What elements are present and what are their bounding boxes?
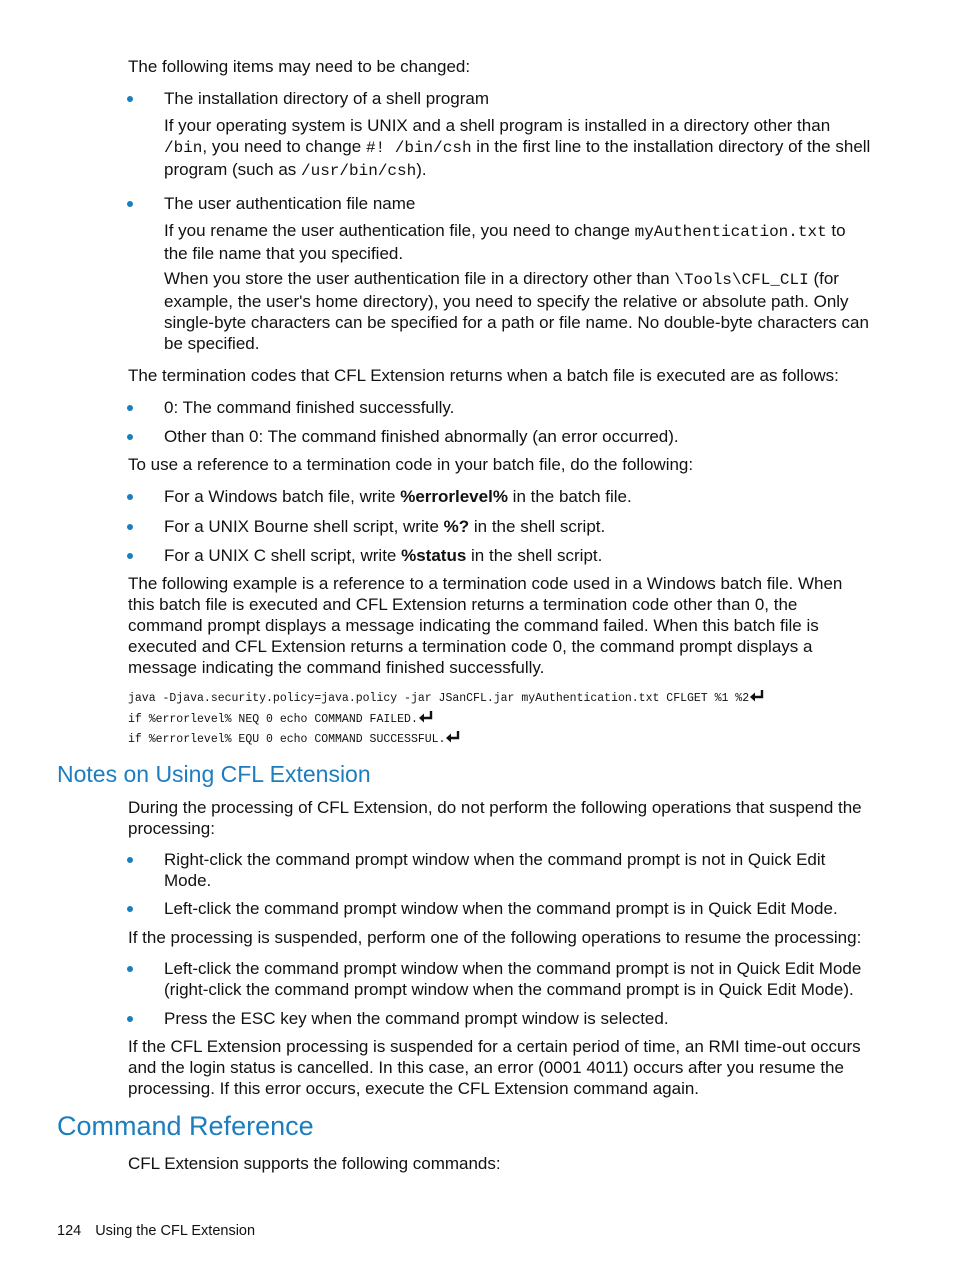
bullet-dot-icon bbox=[127, 494, 133, 500]
reference-paragraph: To use a reference to a termination code in your batch file, do the following: bbox=[128, 455, 694, 474]
bullet-dot-icon bbox=[127, 906, 133, 912]
reference-item-bourne: For a UNIX Bourne shell script, write %? in the shell script. bbox=[164, 517, 606, 536]
code-line: if %errorlevel% NEQ 0 echo COMMAND FAILED. bbox=[128, 711, 433, 727]
bullet-dot-icon bbox=[127, 966, 133, 972]
command-reference-heading: Command Reference bbox=[57, 1111, 314, 1141]
page-number: 124 bbox=[57, 1223, 82, 1239]
termination-code-item: Other than 0: The command finished abnormally (an error occurred). bbox=[164, 427, 679, 446]
resume-paragraph: If the processing is suspended, perform one of the following operations to resume the processing: bbox=[128, 928, 862, 947]
bullet-dot-icon bbox=[127, 524, 133, 530]
bullet-auth-file-title: The user authentication file name bbox=[164, 194, 416, 213]
bullet-dot-icon bbox=[127, 96, 133, 102]
auth-file-location-description: When you store the user authentication file in a directory other than \Tools\CFL_CLI (for example, the user's home directory), you need to specify the relative or absolute path. Only single-byte characters can be specified for a path or file name. No double-byte characters can be specified. bbox=[164, 269, 869, 353]
notes-item: Right-click the command prompt window when the command prompt is not in Quick Edit Mode. bbox=[164, 850, 826, 890]
notes-heading: Notes on Using CFL Extension bbox=[57, 761, 371, 787]
bullet-dot-icon bbox=[127, 553, 133, 559]
reference-item-windows: For a Windows batch file, write %errorlevel% in the batch file. bbox=[164, 487, 632, 506]
page-footer bbox=[57, 1223, 255, 1239]
return-arrow-icon bbox=[750, 690, 764, 702]
shell-directory-description: If your operating system is UNIX and a shell program is installed in a directory other than /bin, you need to change #! /bin/csh in the first line to the installation directory of the shell program (such as /usr/bin/csh). bbox=[164, 116, 871, 180]
return-arrow-icon bbox=[446, 731, 460, 743]
auth-file-rename-description: If you rename the user authentication file, you need to change myAuthentication.txt to the file name that you specified. bbox=[164, 221, 846, 263]
reference-item-cshell: For a UNIX C shell script, write %status in the shell script. bbox=[164, 546, 603, 565]
code-line: java -Djava.security.policy=java.policy -jar JSanCFL.jar myAuthentication.txt CFLGET %1 %2 bbox=[128, 690, 764, 706]
resume-item: Press the ESC key when the command prompt window is selected. bbox=[164, 1009, 669, 1028]
termination-codes-paragraph: The termination codes that CFL Extension returns when a batch file is executed are as follows: bbox=[128, 366, 839, 385]
termination-code-item: 0: The command finished successfully. bbox=[164, 398, 455, 417]
notes-paragraph: During the processing of CFL Extension, do not perform the following operations that suspend the processing: bbox=[128, 798, 862, 838]
bullet-dot-icon bbox=[127, 434, 133, 440]
command-reference-paragraph: CFL Extension supports the following commands: bbox=[128, 1154, 501, 1173]
return-arrow-icon bbox=[419, 711, 433, 723]
code-line: if %errorlevel% EQU 0 echo COMMAND SUCCESSFUL. bbox=[128, 731, 460, 747]
notes-item: Left-click the command prompt window when the command prompt is in Quick Edit Mode. bbox=[164, 899, 838, 918]
footer-section-title: Using the CFL Extension bbox=[95, 1223, 256, 1239]
timeout-paragraph: If the CFL Extension processing is suspended for a certain period of time, an RMI time-out occurs and the login status is cancelled. In this case, an error (0001 4011) occurs after you resume the processing. If this error occurs, execute the CFL Extension command again. bbox=[128, 1037, 861, 1098]
intro-paragraph: The following items may need to be changed: bbox=[128, 57, 471, 76]
resume-item: Left-click the command prompt window when the command prompt is not in Quick Edit Mode (right-click the command prompt window when the command prompt is in Quick Edit Mode). bbox=[164, 959, 862, 999]
bullet-dot-icon bbox=[127, 201, 133, 207]
bullet-dot-icon bbox=[127, 1016, 133, 1022]
example-paragraph: The following example is a reference to a termination code used in a Windows batch file. When this batch file is executed and CFL Extension returns a termination code other than 0, the command prompt displays a message indicating the command failed. When this batch file is executed and CFL Extension returns a termination code 0, the command prompt displays a message indicating the command finished successfully. bbox=[128, 574, 843, 677]
bullet-dot-icon bbox=[127, 405, 133, 411]
bullet-shell-directory-title: The installation directory of a shell program bbox=[164, 89, 490, 108]
bullet-dot-icon bbox=[127, 857, 133, 863]
